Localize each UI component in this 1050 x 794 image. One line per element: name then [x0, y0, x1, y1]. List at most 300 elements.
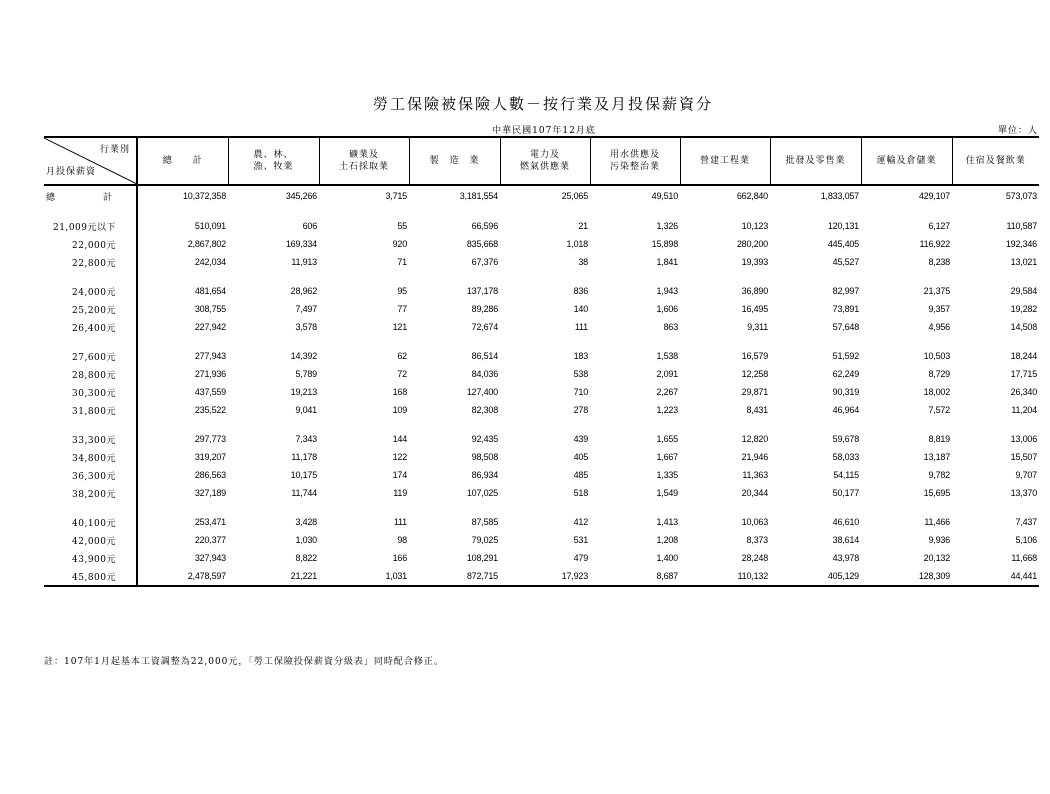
value-cell: 13,370 [1010, 488, 1037, 498]
row-label: 26,400元 [44, 318, 137, 336]
value-cell: 8,431 [746, 405, 768, 415]
spacer-cell [228, 502, 319, 513]
value-cell: 253,471 [194, 517, 226, 527]
row-label: 43,900元 [44, 549, 137, 567]
row-label: 21,009元以下 [44, 217, 137, 235]
spacer-cell [44, 336, 137, 347]
group-spacer [44, 336, 1039, 347]
value-cell: 606 [302, 221, 317, 231]
value-cell: 327,189 [194, 488, 226, 498]
value-cell: 9,041 [295, 405, 317, 415]
table-row [44, 347, 1039, 365]
value-cell: 46,964 [832, 405, 859, 415]
value-cell: 87,585 [471, 517, 498, 527]
value-cell: 17,923 [500, 567, 590, 586]
row-label: 36,300元 [44, 466, 137, 484]
spacer-cell [680, 271, 770, 282]
value-cell: 13,006 [1010, 434, 1037, 444]
value-cell: 327,943 [194, 553, 226, 563]
column-header [861, 137, 952, 185]
value-cell: 72 [397, 369, 407, 379]
spacer-cell [952, 271, 1039, 282]
value-cell: 98,508 [471, 452, 498, 462]
value-cell: 44,441 [952, 567, 1039, 586]
value-cell: 9,311 [747, 322, 768, 332]
value-cell: 140 [573, 304, 588, 314]
spacer-cell [409, 336, 500, 347]
value-cell: 12,820 [741, 434, 768, 444]
column-header-line: 燃氣供應業 [519, 162, 570, 172]
value-cell: 2,091 [656, 369, 678, 379]
value-cell: 345,266 [285, 191, 317, 201]
spacer-cell [228, 206, 319, 217]
value-cell: 21,221 [228, 567, 319, 586]
value-cell: 57,648 [832, 322, 859, 332]
spacer-cell [952, 419, 1039, 430]
value-cell: 405,129 [770, 567, 861, 586]
value-cell: 16,495 [741, 304, 768, 314]
unit-label: 單位：人 [997, 126, 1038, 136]
value-cell: 1,413 [656, 517, 678, 527]
value-cell: 1,031 [319, 567, 409, 586]
report-date: 中華民國107年12月底 [492, 126, 596, 136]
industry-axis-label: 行業別 [99, 145, 130, 155]
spacer-cell [680, 502, 770, 513]
value-cell: 21 [578, 221, 588, 231]
spacer-cell [500, 419, 590, 430]
value-cell: 51,592 [832, 351, 859, 361]
spacer-cell [319, 336, 409, 347]
table-row [44, 365, 1039, 383]
spacer-cell [770, 502, 861, 513]
column-header-line: 總 計 [162, 156, 203, 166]
value-cell: 86,934 [471, 470, 498, 480]
value-cell: 319,207 [194, 452, 226, 462]
value-cell: 55 [397, 221, 407, 231]
value-cell: 439 [573, 434, 588, 444]
column-header-line: 礦業及 [348, 150, 379, 160]
value-cell: 242,034 [194, 257, 226, 267]
value-cell: 1,667 [656, 452, 678, 462]
column-header [228, 137, 319, 185]
group-spacer [44, 271, 1039, 282]
spacer-cell [680, 419, 770, 430]
spacer-cell [409, 206, 500, 217]
value-cell: 835,668 [466, 239, 498, 249]
value-cell: 7,572 [928, 405, 950, 415]
value-cell: 1,030 [295, 535, 317, 545]
value-cell: 481,654 [194, 286, 226, 296]
row-label: 45,800元 [44, 567, 137, 586]
table-row [44, 448, 1039, 466]
value-cell: 920 [392, 239, 407, 249]
value-cell: 20,344 [741, 488, 768, 498]
row-label: 30,300元 [44, 383, 137, 401]
value-cell: 111 [574, 322, 588, 332]
value-cell: 518 [573, 488, 588, 498]
value-cell: 121 [392, 322, 407, 332]
value-cell: 1,223 [656, 405, 678, 415]
value-cell: 137,178 [466, 286, 498, 296]
value-cell: 1,208 [656, 535, 678, 545]
value-cell: 8,687 [590, 567, 680, 586]
spacer-cell [590, 206, 680, 217]
value-cell: 2,478,597 [137, 567, 228, 586]
value-cell: 19,282 [1010, 304, 1037, 314]
column-header [680, 137, 770, 185]
value-cell: 297,773 [194, 434, 226, 444]
value-cell: 107,025 [466, 488, 498, 498]
value-cell: 9,707 [1015, 470, 1037, 480]
spacer-cell [137, 502, 228, 513]
value-cell: 510,091 [194, 221, 226, 231]
value-cell: 38 [578, 257, 588, 267]
value-cell: 21,375 [923, 286, 950, 296]
value-cell: 46,610 [832, 517, 859, 527]
value-cell: 38,614 [832, 535, 859, 545]
column-header [590, 137, 680, 185]
row-label: 42,000元 [44, 531, 137, 549]
value-cell: 8,729 [928, 369, 950, 379]
spacer-cell [500, 336, 590, 347]
table-row [44, 430, 1039, 448]
corner-header-cell [44, 137, 137, 185]
spacer-cell [228, 419, 319, 430]
table-row [44, 513, 1039, 531]
value-cell: 14,392 [290, 351, 317, 361]
value-cell: 86,514 [471, 351, 498, 361]
value-cell: 89,286 [471, 304, 498, 314]
value-cell: 11,363 [742, 470, 768, 480]
row-label: 38,200元 [44, 484, 137, 502]
value-cell: 836 [573, 286, 588, 296]
row-label: 27,600元 [44, 347, 137, 365]
row-label: 40,100元 [44, 513, 137, 531]
value-cell: 1,943 [656, 286, 678, 296]
spacer-cell [500, 502, 590, 513]
value-cell: 531 [573, 535, 588, 545]
value-cell: 662,840 [736, 191, 768, 201]
insured-persons-table [44, 136, 1039, 587]
value-cell: 1,018 [566, 239, 588, 249]
value-cell: 1,833,057 [820, 191, 859, 201]
spacer-cell [228, 271, 319, 282]
value-cell: 280,200 [736, 239, 768, 249]
value-cell: 13,187 [923, 452, 950, 462]
spacer-cell [861, 419, 952, 430]
spacer-cell [590, 419, 680, 430]
row-label: 22,000元 [44, 235, 137, 253]
value-cell: 10,123 [741, 221, 768, 231]
column-header-line: 污染整治業 [609, 162, 660, 172]
spacer-cell [680, 336, 770, 347]
spacer-cell [409, 502, 500, 513]
value-cell: 445,405 [827, 239, 859, 249]
table-row [44, 235, 1039, 253]
header-row [44, 137, 1039, 185]
value-cell: 110,587 [1006, 221, 1037, 231]
value-cell: 116,922 [919, 239, 950, 249]
value-cell: 3,428 [295, 517, 317, 527]
value-cell: 4,956 [928, 322, 950, 332]
column-header [409, 137, 500, 185]
value-cell: 5,106 [1015, 535, 1037, 545]
table-row [44, 383, 1039, 401]
value-cell: 169,334 [285, 239, 317, 249]
column-header-line: 運輸及倉儲業 [876, 156, 937, 166]
value-cell: 277,943 [194, 351, 226, 361]
value-cell: 15,898 [651, 239, 678, 249]
value-cell: 20,132 [923, 553, 950, 563]
value-cell: 437,559 [194, 387, 226, 397]
value-cell: 19,213 [290, 387, 317, 397]
value-cell: 271,936 [194, 369, 226, 379]
spacer-cell [861, 206, 952, 217]
spacer-cell [500, 206, 590, 217]
value-cell: 82,308 [471, 405, 498, 415]
value-cell: 6,127 [928, 221, 950, 231]
value-cell: 9,357 [928, 304, 950, 314]
value-cell: 77 [397, 304, 407, 314]
table-row [44, 253, 1039, 271]
spacer-cell [137, 336, 228, 347]
spacer-cell [590, 271, 680, 282]
footnote: 註：107年1月起基本工資調整為22,000元，「勞工保險投保薪資分級表」同時配合修正。 [44, 657, 444, 667]
value-cell: 16,579 [741, 351, 768, 361]
value-cell: 109 [392, 405, 407, 415]
group-spacer [44, 206, 1039, 217]
spacer-cell [319, 502, 409, 513]
column-header-line: 土石採取業 [338, 162, 389, 172]
table-row [44, 484, 1039, 502]
value-cell: 26,340 [1010, 387, 1037, 397]
total-row [44, 185, 1039, 206]
value-cell: 11,913 [291, 257, 317, 267]
value-cell: 25,065 [561, 191, 588, 201]
spacer-cell [228, 336, 319, 347]
column-header-line: 農、林、 [253, 150, 294, 160]
value-cell: 13,021 [1010, 257, 1037, 267]
spacer-cell [409, 271, 500, 282]
value-cell: 220,377 [194, 535, 226, 545]
row-label: 24,000元 [44, 282, 137, 300]
value-cell: 479 [573, 553, 588, 563]
spacer-cell [409, 419, 500, 430]
value-cell: 8,373 [746, 535, 768, 545]
value-cell: 144 [392, 434, 407, 444]
value-cell: 7,437 [1015, 517, 1037, 527]
table-row [44, 401, 1039, 419]
value-cell: 286,563 [194, 470, 226, 480]
value-cell: 108,291 [466, 553, 498, 563]
value-cell: 15,695 [923, 488, 950, 498]
value-cell: 82,997 [832, 286, 859, 296]
value-cell: 10,063 [741, 517, 768, 527]
spacer-cell [952, 502, 1039, 513]
value-cell: 79,025 [471, 535, 498, 545]
spacer-cell [590, 502, 680, 513]
table-row [44, 217, 1039, 235]
value-cell: 29,584 [1010, 286, 1037, 296]
value-cell: 36,890 [741, 286, 768, 296]
row-label: 33,300元 [44, 430, 137, 448]
value-cell: 18,244 [1010, 351, 1037, 361]
value-cell: 5,789 [295, 369, 317, 379]
table-row [44, 282, 1039, 300]
spacer-cell [680, 206, 770, 217]
value-cell: 66,596 [471, 221, 498, 231]
column-header-line: 漁、牧業 [253, 162, 294, 172]
value-cell: 15,507 [1010, 452, 1037, 462]
spacer-cell [861, 502, 952, 513]
value-cell: 49,510 [651, 191, 678, 201]
value-cell: 192,346 [1005, 239, 1037, 249]
row-label: 總 計 [44, 185, 137, 206]
value-cell: 84,036 [471, 369, 498, 379]
value-cell: 3,578 [295, 322, 317, 332]
value-cell: 111 [393, 517, 407, 527]
value-cell: 1,606 [656, 304, 678, 314]
spacer-cell [770, 271, 861, 282]
value-cell: 11,204 [1011, 405, 1037, 415]
value-cell: 405 [573, 452, 588, 462]
value-cell: 62 [397, 351, 407, 361]
value-cell: 2,267 [656, 387, 678, 397]
value-cell: 50,177 [832, 488, 859, 498]
column-header [137, 137, 228, 185]
spacer-cell [44, 206, 137, 217]
column-header-line: 批發及零售業 [785, 156, 846, 166]
value-cell: 235,522 [194, 405, 226, 415]
value-cell: 90,319 [832, 387, 859, 397]
spacer-cell [952, 336, 1039, 347]
row-label: 31,800元 [44, 401, 137, 419]
value-cell: 29,871 [741, 387, 768, 397]
spacer-cell [137, 419, 228, 430]
value-cell: 28,248 [741, 553, 768, 563]
value-cell: 485 [573, 470, 588, 480]
value-cell: 92,435 [471, 434, 498, 444]
wage-axis-label: 月投保薪資 [46, 167, 97, 177]
value-cell: 710 [573, 387, 588, 397]
spacer-cell [952, 206, 1039, 217]
value-cell: 1,841 [656, 257, 678, 267]
value-cell: 10,503 [923, 351, 950, 361]
value-cell: 95 [397, 286, 407, 296]
value-cell: 3,181,554 [459, 191, 498, 201]
column-header [952, 137, 1039, 185]
column-header [770, 137, 861, 185]
value-cell: 3,715 [385, 191, 407, 201]
spacer-cell [861, 336, 952, 347]
value-cell: 1,335 [656, 470, 678, 480]
value-cell: 11,178 [291, 452, 317, 462]
value-cell: 122 [392, 452, 407, 462]
value-cell: 28,962 [290, 286, 317, 296]
value-cell: 59,678 [832, 434, 859, 444]
value-cell: 8,238 [928, 257, 950, 267]
value-cell: 17,715 [1010, 369, 1037, 379]
value-cell: 573,073 [1005, 191, 1037, 201]
value-cell: 1,538 [656, 351, 678, 361]
table-row [44, 466, 1039, 484]
value-cell: 98 [397, 535, 407, 545]
value-cell: 8,819 [928, 434, 950, 444]
table-row [44, 318, 1039, 336]
table-body [44, 185, 1039, 586]
value-cell: 62,249 [832, 369, 859, 379]
value-cell: 538 [573, 369, 588, 379]
value-cell: 227,942 [194, 322, 226, 332]
value-cell: 429,107 [918, 191, 950, 201]
value-cell: 67,376 [471, 257, 498, 267]
spacer-cell [319, 419, 409, 430]
group-spacer [44, 419, 1039, 430]
spacer-cell [770, 419, 861, 430]
value-cell: 71 [397, 257, 407, 267]
value-cell: 12,258 [741, 369, 768, 379]
value-cell: 120,131 [827, 221, 859, 231]
spacer-cell [137, 271, 228, 282]
spacer-cell [44, 271, 137, 282]
spacer-cell [319, 206, 409, 217]
column-header-line: 用水供應及 [609, 150, 660, 160]
value-cell: 19,393 [741, 257, 768, 267]
value-cell: 127,400 [466, 387, 498, 397]
spacer-cell [861, 271, 952, 282]
value-cell: 9,936 [928, 535, 950, 545]
value-cell: 872,715 [409, 567, 500, 586]
row-label: 34,800元 [44, 448, 137, 466]
table-row [44, 531, 1039, 549]
value-cell: 308,755 [194, 304, 226, 314]
value-cell: 412 [573, 517, 588, 527]
spacer-cell [770, 206, 861, 217]
value-cell: 18,002 [923, 387, 950, 397]
column-header-line: 住宿及餐飲業 [965, 156, 1026, 166]
spacer-cell [44, 419, 137, 430]
value-cell: 11,466 [924, 517, 950, 527]
value-cell: 174 [392, 470, 407, 480]
value-cell: 8,822 [295, 553, 317, 563]
group-spacer [44, 502, 1039, 513]
spacer-cell [590, 336, 680, 347]
value-cell: 7,343 [295, 434, 317, 444]
value-cell: 54,115 [833, 470, 859, 480]
value-cell: 2,867,802 [187, 239, 226, 249]
value-cell: 45,527 [832, 257, 859, 267]
value-cell: 11,744 [291, 488, 317, 498]
value-cell: 1,549 [656, 488, 678, 498]
value-cell: 73,891 [832, 304, 859, 314]
value-cell: 72,674 [471, 322, 498, 332]
value-cell: 7,497 [295, 304, 317, 314]
value-cell: 119 [393, 488, 407, 498]
table-row [44, 300, 1039, 318]
value-cell: 43,978 [832, 553, 859, 563]
spacer-cell [770, 336, 861, 347]
column-header-line: 製 造 業 [429, 156, 480, 166]
value-cell: 110,132 [680, 567, 770, 586]
value-cell: 21,946 [741, 452, 768, 462]
value-cell: 183 [573, 351, 588, 361]
value-cell: 58,033 [832, 452, 859, 462]
value-cell: 168 [392, 387, 407, 397]
row-label: 22,800元 [44, 253, 137, 271]
row-label: 28,800元 [44, 365, 137, 383]
value-cell: 10,372,358 [182, 191, 226, 201]
value-cell: 128,309 [861, 567, 952, 586]
